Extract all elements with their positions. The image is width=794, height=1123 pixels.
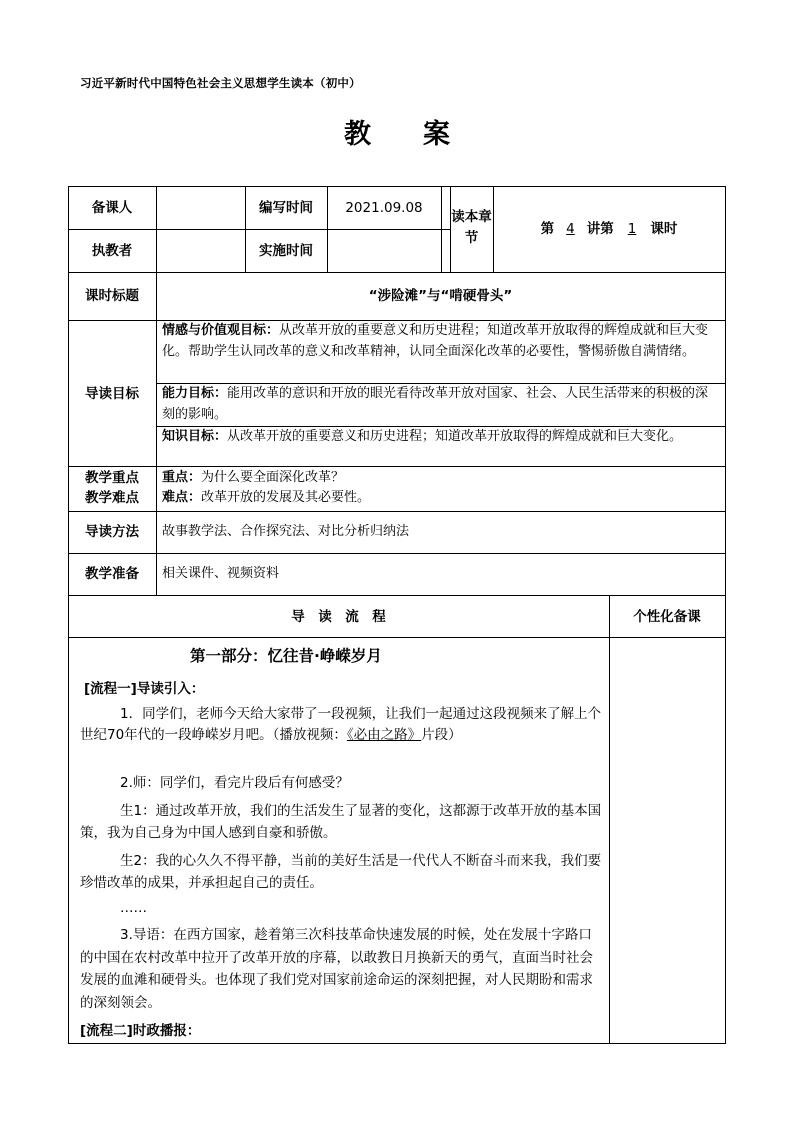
- key-point: [162, 468, 720, 488]
- impl-time-label: 实施时间: [259, 243, 313, 259]
- teacher-label: 执教者: [91, 243, 133, 259]
- chapter-suffix: 课时: [650, 221, 678, 237]
- goal-emotion: [162, 321, 720, 362]
- difficulty-point: [162, 488, 720, 508]
- key-difficulty-values: [162, 468, 720, 508]
- flow-paragraph-4: 生2：我的心久久不得平静，当前的美好生活是一代代人不断奋斗而来我，我们要珍惜改革的成果，并承担起自己的责任。: [80, 853, 602, 891]
- chapter-lecture-number: 4: [566, 221, 575, 237]
- chapter-mid: 讲第: [586, 221, 614, 237]
- goal-emotion-head: 情感与价值观目标：: [162, 323, 280, 338]
- method-label: 导读方法: [85, 524, 139, 540]
- title-char-1: 教: [344, 119, 371, 150]
- flow-paragraph-1: [80, 704, 602, 746]
- prep-label: 教学准备: [85, 566, 139, 582]
- goal-ability-text: 能用改革的意识和开放的眼光看待改革开放对国家、社会、人民生活带来的积极的深刻的影响。: [162, 386, 709, 422]
- goal-emotion-text: 从改革开放的重要意义和历史进程；知道改革开放取得的辉煌成就和巨大变化。帮助学生认同改革的意义和改革精神，认同全面深化改革的必要性，警惕骄傲自满情绪。: [162, 323, 709, 359]
- goals-label: 导读目标: [85, 386, 139, 402]
- personal-prep-label: 个性化备课: [633, 609, 701, 625]
- prep-value: 相关课件、视频资料: [162, 566, 280, 581]
- title-char-2: 案: [423, 119, 450, 150]
- flow-paragraph-2: 2.师：同学们，看完片段后有何感受？: [120, 775, 349, 791]
- topic-value: “涉险滩”与“啃硬骨头”: [368, 288, 513, 304]
- topic-label: 课时标题: [85, 288, 139, 304]
- goal-knowledge: [162, 427, 720, 448]
- flow-label: 导 读 流 程: [291, 609, 386, 625]
- difficulty-label: 教学难点: [85, 490, 139, 506]
- flow-ellipsis: ……: [120, 900, 147, 916]
- chapter-label: 读本章节: [451, 209, 492, 246]
- step1-title: [流程一]导读引入：: [84, 681, 205, 697]
- chapter-prefix: 第: [540, 221, 555, 237]
- step2-title: [流程二]时政播报：: [80, 1023, 201, 1039]
- goal-ability-head: 能力目标：: [162, 386, 228, 401]
- flow-paragraph-1-end: 片段）: [421, 727, 462, 743]
- key-difficulty-label: [68, 468, 156, 508]
- key-label: 教学重点: [85, 470, 139, 486]
- flow-paragraph-1-text: 1．同学们，老师今天给大家带了一段视频，让我们一起通过这段视频来了解上个世纪70年代的一段峥嵘岁月吧。（播放视频：: [80, 706, 602, 743]
- difficulty-point-text: 改革开放的发展及其必要性。: [201, 490, 371, 505]
- flow-paragraph-3: 生1：通过改革开放，我们的生活发生了显著的变化，这都源于改革开放的基本国策，我为自己身为中国人感到自豪和骄傲。: [80, 803, 602, 841]
- write-time-label: 编写时间: [259, 200, 313, 216]
- document-header: 习近平新时代中国特色社会主义思想学生读本（初中）: [80, 76, 361, 90]
- part1-title: 第一部分：忆往昔·峥嵘岁月: [190, 647, 382, 665]
- goal-knowledge-text: 从改革开放的重要意义和历史进程；知道改革开放取得的辉煌成就和巨大变化。: [227, 429, 683, 444]
- preparer-label: 备课人: [91, 200, 133, 216]
- goal-ability: [162, 384, 720, 425]
- goal-knowledge-head: 知识目标：: [162, 429, 228, 444]
- video-title-link[interactable]: 《必由之路》: [346, 727, 422, 743]
- key-point-head: 重点：: [162, 470, 202, 485]
- flow-paragraph-6: 3.导语：在西方国家，趁着第三次科技革命快速发展的时候，处在发展十字路口的中国在农村改革中拉开了改革开放的序幕，以敢教日月换新天的勇气，直面当时社会发展的血滩和硬骨头。也体现了我们党对国家前途命运的深刻把握，对人民期盼和需求的深刻领会。: [80, 927, 593, 1011]
- write-time-value: 2021.09.08: [345, 200, 423, 216]
- difficulty-point-head: 难点：: [162, 490, 202, 505]
- key-point-text: 为什么要全面深化改革？: [201, 470, 345, 485]
- method-value: 故事教学法、合作探究法、对比分析归纳法: [162, 524, 410, 539]
- chapter-lesson-number: 1: [627, 221, 637, 237]
- chapter-value: [493, 218, 725, 240]
